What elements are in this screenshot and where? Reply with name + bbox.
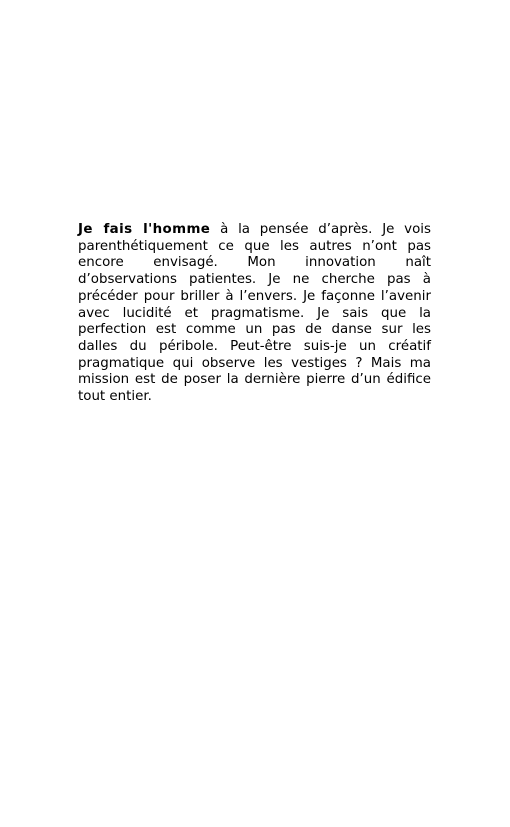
body-paragraph bbox=[78, 222, 431, 406]
paragraph-text: à la pensée d’après. Je vois parenthétiquement ce que les autres n’ont pas encore envisagé. Mon innovation naît d’observations patientes. Je ne cherche pas à précéder pour briller à l’envers. Je façonne l’avenir avec lucidité et pragmatisme. Je sais que la perfection est comme un pas de danse sur les dalles du péribole. Peut-être suis-je un créatif pragmatique qui observe les vestiges ? Mais ma mission est de poser la dernière pierre d’un édifice tout entier. bbox=[78, 222, 431, 405]
lead-phrase: Je fais l'homme bbox=[78, 222, 211, 237]
